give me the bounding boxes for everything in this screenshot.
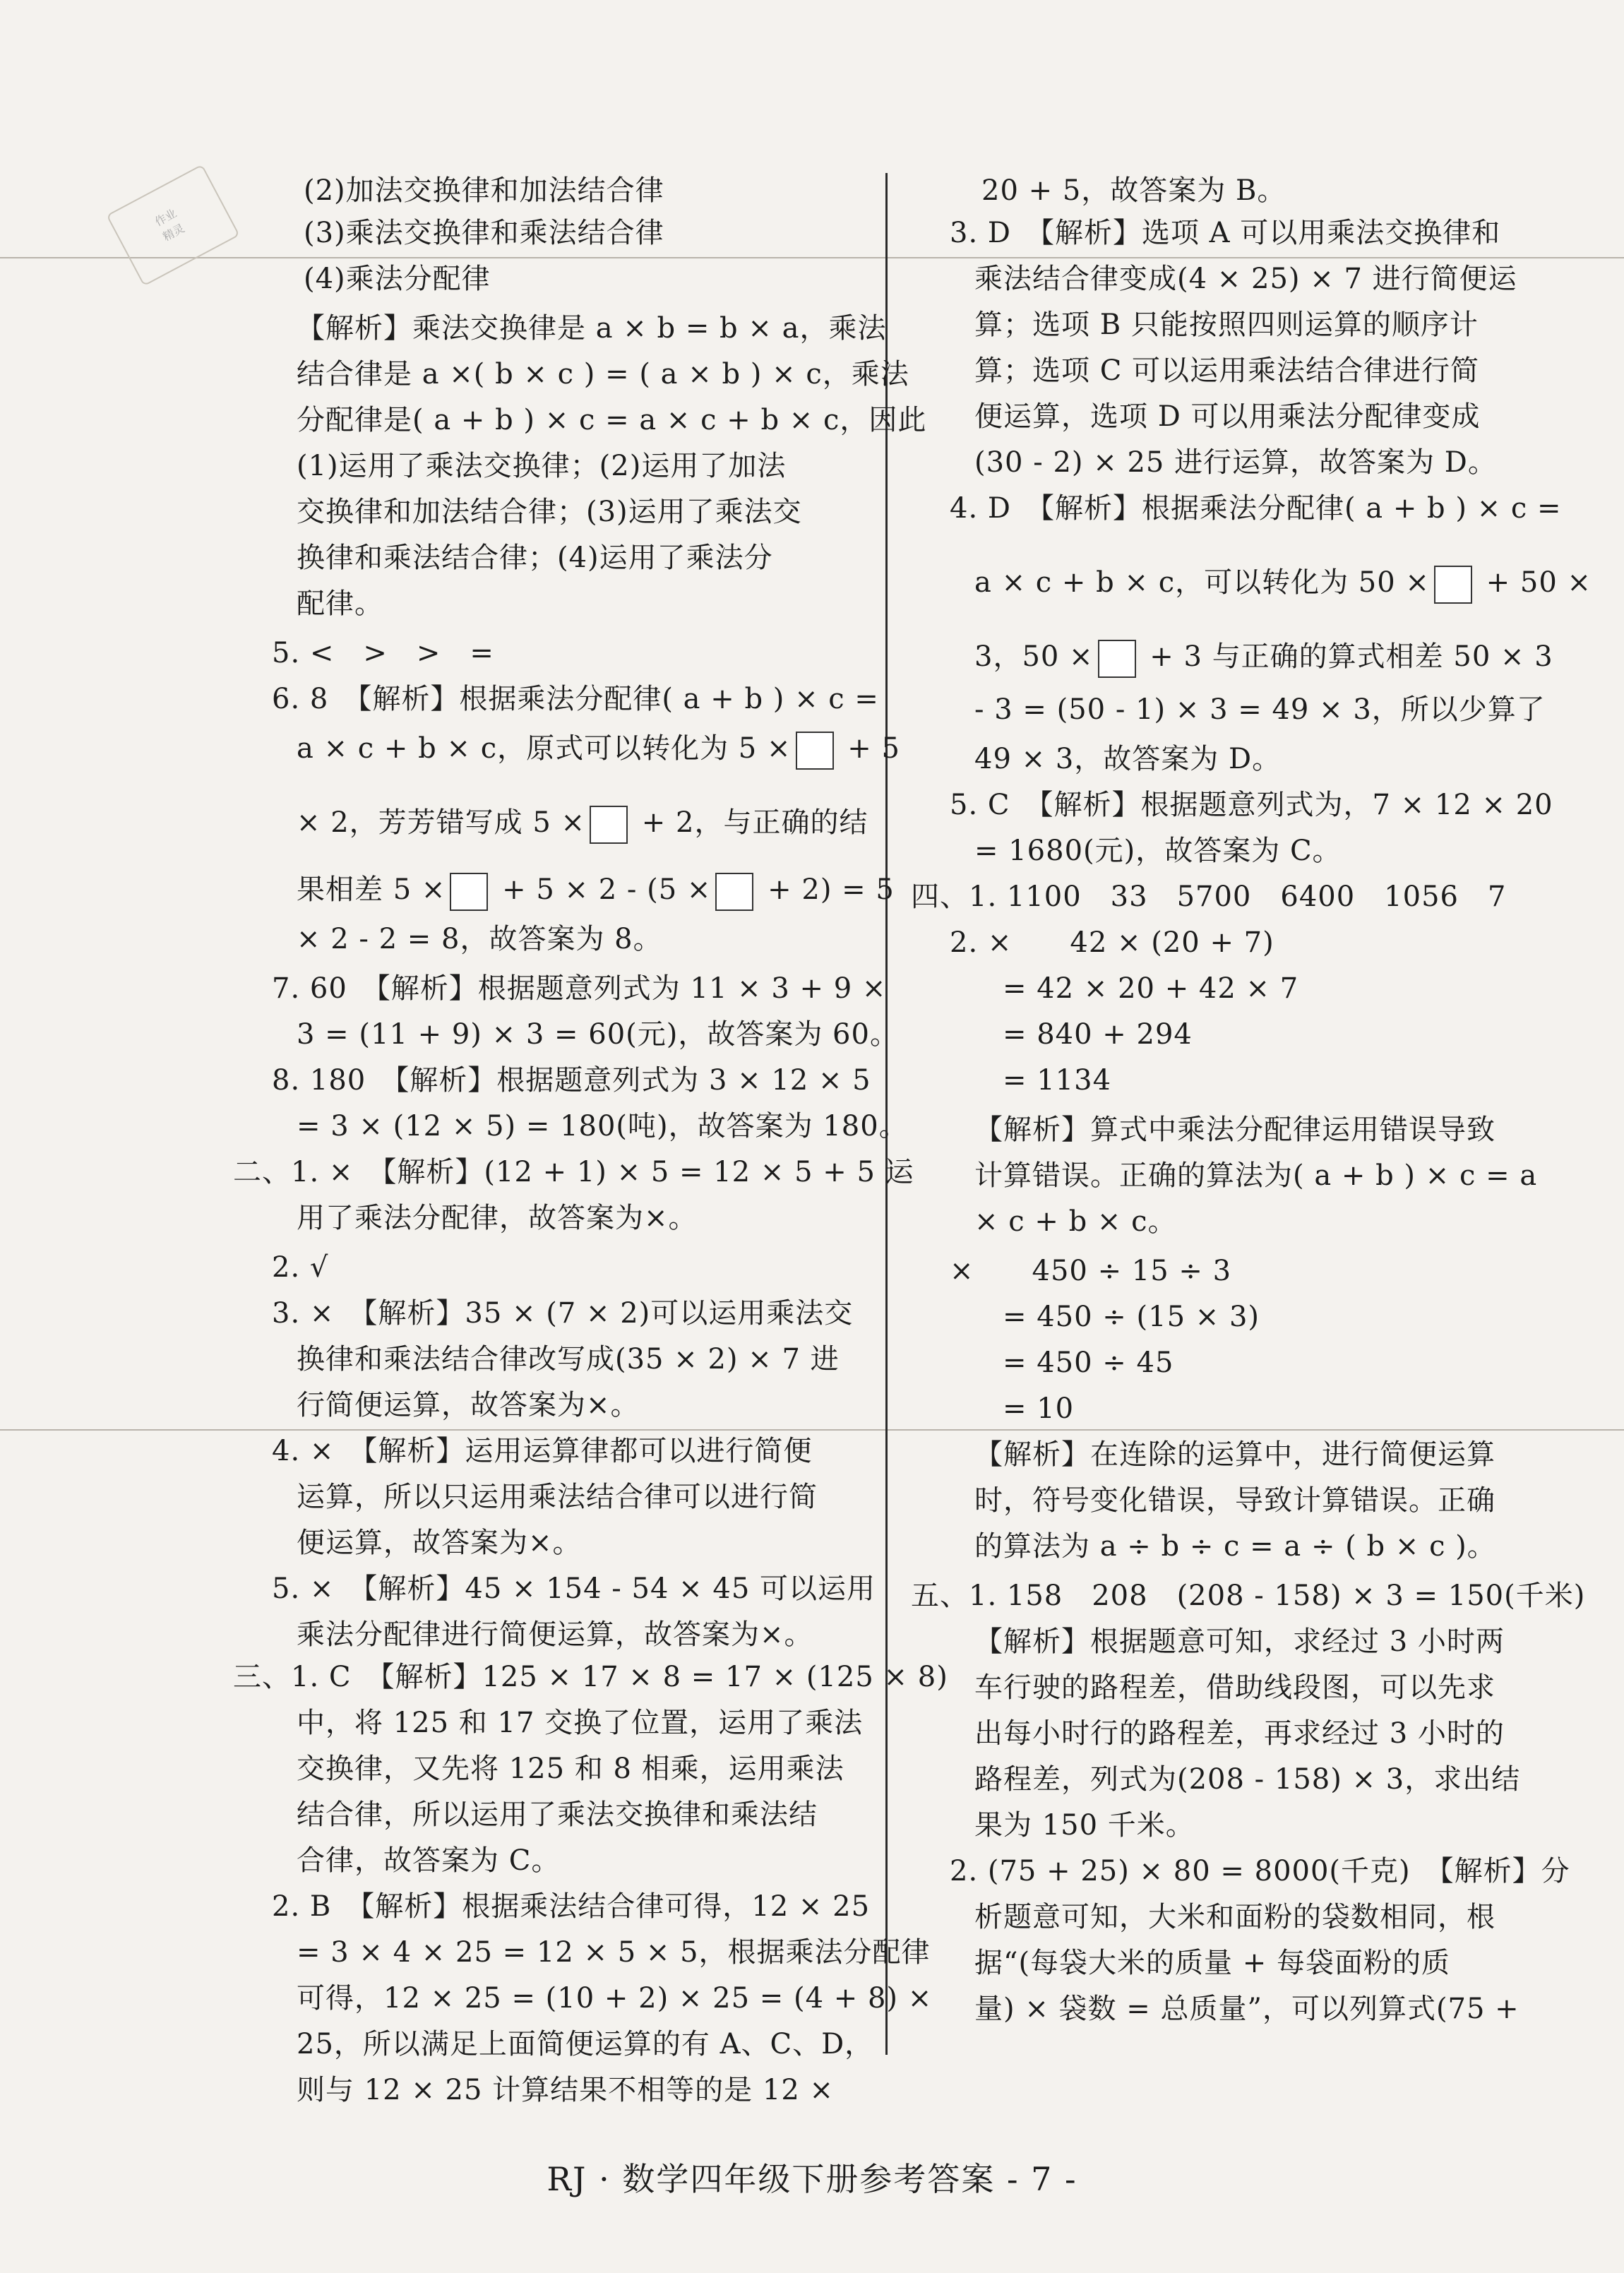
left-line: 果相差 5 × + 5 × 2 - (5 × + 2) = 5 bbox=[297, 869, 895, 911]
left-line: 25，所以满足上面简便运算的有 A、C、D， bbox=[297, 2028, 874, 2060]
left-line: 换律和乘法结合律；(4)运用了乘法分 bbox=[297, 542, 773, 574]
left-line: 2. √ bbox=[272, 1251, 329, 1284]
left-line: (1)运用了乘法交换律；(2)运用了加法 bbox=[297, 450, 787, 482]
left-line: 合律，故答案为 C。 bbox=[297, 1844, 561, 1877]
left-line: 则与 12 × 25 计算结果不相等的是 12 × bbox=[297, 2074, 835, 2106]
right-line: 的算法为 a ÷ b ÷ c = a ÷ ( b × c )。 bbox=[974, 1530, 1496, 1563]
right-line: 果为 150 千米。 bbox=[974, 1809, 1195, 1842]
right-line: 3. D 【解析】选项 A 可以用乘法交换律和 bbox=[950, 217, 1501, 249]
left-line: 便运算，故答案为×。 bbox=[297, 1527, 582, 1559]
right-line: - 3 = (50 - 1) × 3 = 49 × 3，所以少算了 bbox=[974, 693, 1546, 726]
left-line: (4)乘法分配律 bbox=[304, 263, 491, 295]
right-line: × c + b × c。 bbox=[974, 1205, 1177, 1238]
left-line: (2)加法交换律和加法结合律 bbox=[304, 174, 664, 207]
left-line: 3. × 【解析】35 × (7 × 2)可以运用乘法交 bbox=[272, 1297, 854, 1330]
right-line: = 42 × 20 + 42 × 7 bbox=[1003, 972, 1299, 1005]
left-line: 5. < > > = bbox=[272, 637, 494, 669]
left-line: 交换律，又先将 125 和 8 相乘，运用乘法 bbox=[297, 1753, 844, 1785]
left-line: 中，将 125 和 17 交换了位置，运用了乘法 bbox=[297, 1707, 864, 1739]
stamp-text-1: 作业 bbox=[153, 206, 179, 229]
right-line: 量) × 袋数 = 总质量”，可以列算式(75 + bbox=[974, 1993, 1519, 2025]
right-line: a × c + b × c，可以转化为 50 × + 50 × bbox=[974, 561, 1592, 604]
left-line: 乘法分配律进行简便运算，故答案为×。 bbox=[297, 1618, 813, 1651]
right-line: 49 × 3，故答案为 D。 bbox=[974, 743, 1282, 775]
left-line: 三、1. C 【解析】125 × 17 × 8 = 17 × (125 × 8) bbox=[233, 1661, 948, 1693]
right-line: 乘法结合律变成(4 × 25) × 7 进行简便运 bbox=[974, 263, 1517, 295]
right-line: 五、1. 158 208 (208 - 158) × 3 = 150(千米) bbox=[911, 1580, 1586, 1612]
right-line: 时，符号变化错误，导致计算错误。正确 bbox=[974, 1484, 1495, 1517]
left-line: (3)乘法交换律和乘法结合律 bbox=[304, 217, 664, 249]
right-line: 【解析】在连除的运算中，进行简便运算 bbox=[974, 1438, 1495, 1471]
right-line: 算；选项 B 只能按照四则运算的顺序计 bbox=[974, 309, 1479, 341]
left-line: 二、1. × 【解析】(12 + 1) × 5 = 12 × 5 + 5 运 bbox=[233, 1156, 914, 1188]
right-line: 【解析】算式中乘法分配律运用错误导致 bbox=[974, 1114, 1495, 1146]
right-line: = 10 bbox=[1003, 1392, 1075, 1425]
right-line: 车行驶的路程差，借助线段图，可以先求 bbox=[974, 1671, 1495, 1704]
left-line: 8. 180 【解析】根据题意列式为 3 × 12 × 5 bbox=[272, 1064, 871, 1097]
right-line: = 1134 bbox=[1003, 1064, 1112, 1097]
left-line: 7. 60 【解析】根据题意列式为 11 × 3 + 9 × bbox=[272, 972, 887, 1005]
left-line: 行简便运算，故答案为×。 bbox=[297, 1389, 640, 1421]
right-line: 3，50 × + 3 与正确的算式相差 50 × 3 bbox=[974, 636, 1553, 678]
left-line: 交换律和加法结合律；(3)运用了乘法交 bbox=[297, 496, 802, 528]
right-line: 2. (75 + 25) × 80 = 8000(千克) 【解析】分 bbox=[950, 1855, 1570, 1887]
left-line: 5. × 【解析】45 × 154 - 54 × 45 可以运用 bbox=[272, 1573, 876, 1605]
right-line: 算；选项 C 可以运用乘法结合律进行简 bbox=[974, 354, 1480, 387]
left-line: a × c + b × c，原式可以转化为 5 × + 5 bbox=[297, 727, 900, 770]
left-line: 换律和乘法结合律改写成(35 × 2) × 7 进 bbox=[297, 1343, 840, 1376]
right-line: 四、1. 1100 33 5700 6400 1056 7 bbox=[911, 881, 1507, 913]
right-line: = 840 + 294 bbox=[1003, 1018, 1193, 1051]
right-line: 据“(每袋大米的质量 + 每袋面粉的质 bbox=[974, 1947, 1450, 1979]
right-line: 4. D 【解析】根据乘法分配律( a + b ) × c = bbox=[950, 492, 1562, 525]
blank-box bbox=[590, 806, 628, 844]
right-line: = 1680(元)，故答案为 C。 bbox=[974, 835, 1342, 867]
right-line: 2. × 42 × (20 + 7) bbox=[950, 926, 1274, 959]
right-line: 计算错误。正确的算法为( a + b ) × c = a bbox=[974, 1159, 1538, 1192]
right-line: 出每小时行的路程差，再求经过 3 小时的 bbox=[974, 1717, 1505, 1750]
right-line: 路程差，列式为(208 - 158) × 3，求出结 bbox=[974, 1763, 1521, 1796]
blank-box bbox=[1098, 640, 1136, 678]
right-line: 析题意可知，大米和面粉的袋数相同，根 bbox=[974, 1901, 1495, 1933]
left-line: × 2 - 2 = 8，故答案为 8。 bbox=[297, 923, 662, 955]
left-line: 结合律，所以运用了乘法交换律和乘法结 bbox=[297, 1798, 818, 1831]
blank-box bbox=[715, 873, 753, 911]
right-line: 5. C 【解析】根据题意列式为，7 × 12 × 20 bbox=[950, 789, 1553, 821]
stamp-text-2: 精灵 bbox=[160, 221, 187, 244]
left-line: 结合律是 a ×( b × c ) = ( a × b ) × c，乘法 bbox=[297, 358, 909, 390]
blank-box bbox=[1434, 566, 1472, 604]
right-line: 【解析】根据题意可知，求经过 3 小时两 bbox=[974, 1625, 1505, 1658]
right-line: = 450 ÷ (15 × 3) bbox=[1003, 1301, 1260, 1333]
page-footer: RJ · 数学四年级下册参考答案 - 7 - bbox=[547, 2160, 1077, 2198]
left-line: 运算，所以只运用乘法结合律可以进行简 bbox=[297, 1481, 818, 1513]
left-line: 用了乘法分配律，故答案为×。 bbox=[297, 1202, 698, 1234]
right-line: 便运算，选项 D 可以用乘法分配律变成 bbox=[974, 400, 1481, 433]
left-line: 2. B 【解析】根据乘法结合律可得，12 × 25 bbox=[272, 1890, 871, 1923]
blank-box bbox=[450, 873, 488, 911]
left-line: 可得，12 × 25 = (10 + 2) × 25 = (4 + 8) × bbox=[297, 1982, 933, 2015]
blank-box bbox=[796, 732, 834, 770]
left-line: × 2，芳芳错写成 5 × + 2，与正确的结 bbox=[297, 801, 868, 844]
left-line: 【解析】乘法交换律是 a × b = b × a，乘法 bbox=[297, 312, 887, 345]
left-line: = 3 × 4 × 25 = 12 × 5 × 5，根据乘法分配律 bbox=[297, 1936, 931, 1969]
left-line: 6. 8 【解析】根据乘法分配律( a + b ) × c = bbox=[272, 683, 879, 715]
right-line: × 450 ÷ 15 ÷ 3 bbox=[950, 1255, 1232, 1287]
left-line: 分配律是( a + b ) × c = a × c + b × c，因此 bbox=[297, 404, 927, 436]
right-line: = 450 ÷ 45 bbox=[1003, 1347, 1174, 1379]
right-line: (30 - 2) × 25 进行运算，故答案为 D。 bbox=[974, 446, 1497, 479]
left-line: 3 = (11 + 9) × 3 = 60(元)，故答案为 60。 bbox=[297, 1018, 899, 1051]
watermark-stamp bbox=[106, 165, 239, 287]
left-line: 4. × 【解析】运用运算律都可以进行简便 bbox=[272, 1435, 813, 1467]
left-line: 配律。 bbox=[297, 587, 383, 620]
left-line: = 3 × (12 × 5) = 180(吨)，故答案为 180。 bbox=[297, 1110, 908, 1143]
right-line: 20 + 5，故答案为 B。 bbox=[981, 174, 1286, 207]
